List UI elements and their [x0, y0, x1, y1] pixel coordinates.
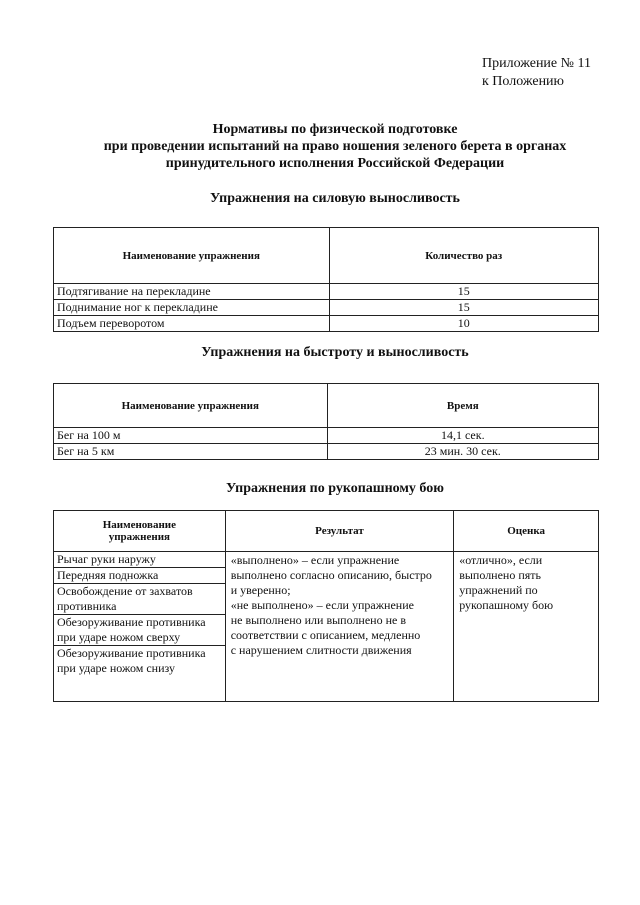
list-item: Рычаг руки наружу	[54, 552, 225, 568]
table-header-row	[54, 228, 599, 284]
appendix-number: Приложение № 11	[482, 56, 591, 71]
column-header-name-line-2: упражнения	[108, 531, 170, 543]
exercise-count: 10	[329, 316, 599, 332]
speed-heading: Упражнения на быстроту и выносливость	[201, 345, 469, 360]
column-header-time: Время	[327, 384, 598, 428]
title-line-1: Нормативы по физической подготовке	[212, 122, 458, 137]
result-line: «не выполнено» – если упражнение	[230, 598, 414, 612]
exercise-name: Бег на 5 км	[54, 444, 328, 460]
column-header-name	[54, 511, 226, 552]
list-item: Передняя подножка	[54, 568, 225, 584]
table-row	[54, 300, 599, 316]
exercise-name: Подтягивание на перекладине	[54, 284, 330, 300]
exercise-name: Бег на 100 м	[54, 428, 328, 444]
exercise-count: 15	[329, 284, 599, 300]
exercise-count: 15	[329, 300, 599, 316]
column-header-result: Результат	[225, 511, 453, 552]
table-header-row	[54, 511, 599, 552]
table-row	[54, 444, 599, 460]
table-header-row	[54, 384, 599, 428]
result-line: и уверенно;	[230, 583, 291, 597]
result-line: выполнено согласно описанию, быстро	[230, 568, 432, 582]
result-line: соответствии с описанием, медленно	[230, 628, 421, 642]
appendix-label	[482, 55, 591, 91]
grade-line: «отлично», если	[459, 553, 543, 567]
list-item: Обезоруживание противника при ударе ножом сверху	[54, 615, 225, 646]
document-title	[40, 121, 630, 172]
table-row	[54, 284, 599, 300]
grade-line: упражнений по	[459, 583, 538, 597]
column-header-grade: Оценка	[454, 511, 599, 552]
table-row	[54, 316, 599, 332]
exercise-time: 14,1 сек.	[327, 428, 598, 444]
grade-line: выполнено пять	[459, 568, 542, 582]
grade-criteria	[454, 552, 599, 702]
combat-heading: Упражнения по рукопашному бою	[226, 481, 444, 496]
title-line-2: при проведении испытаний на право ношения зеленого берета в органах	[103, 139, 567, 154]
table-row	[54, 552, 599, 702]
exercise-time: 23 мин. 30 сек.	[327, 444, 598, 460]
speed-table	[53, 383, 599, 460]
result-line: с нарушением слитности движения	[230, 643, 412, 657]
strength-table	[53, 227, 599, 332]
column-header-name: Наименование упражнения	[54, 384, 328, 428]
column-header-name-line-1: Наименование	[102, 519, 177, 531]
column-header-count: Количество раз	[329, 228, 599, 284]
list-item: Обезоруживание противника при ударе ножом снизу	[57, 646, 206, 675]
strength-heading: Упражнения на силовую выносливость	[210, 191, 460, 206]
title-line-3: принудительного исполнения Российской Федерации	[165, 156, 505, 171]
table-row	[54, 428, 599, 444]
combat-table	[53, 510, 599, 702]
column-header-name: Наименование упражнения	[54, 228, 330, 284]
result-line: не выполнено или выполнено не в	[230, 613, 407, 627]
exercise-name: Поднимание ног к перекладине	[54, 300, 330, 316]
result-line: «выполнено» – если упражнение	[230, 553, 400, 567]
result-criteria	[225, 552, 453, 702]
exercise-name: Подъем переворотом	[54, 316, 330, 332]
exercise-list	[54, 552, 226, 702]
grade-line: рукопашному бою	[459, 598, 554, 612]
appendix-ref: к Положению	[482, 74, 565, 89]
list-item: Освобождение от захватов противника	[54, 584, 225, 615]
